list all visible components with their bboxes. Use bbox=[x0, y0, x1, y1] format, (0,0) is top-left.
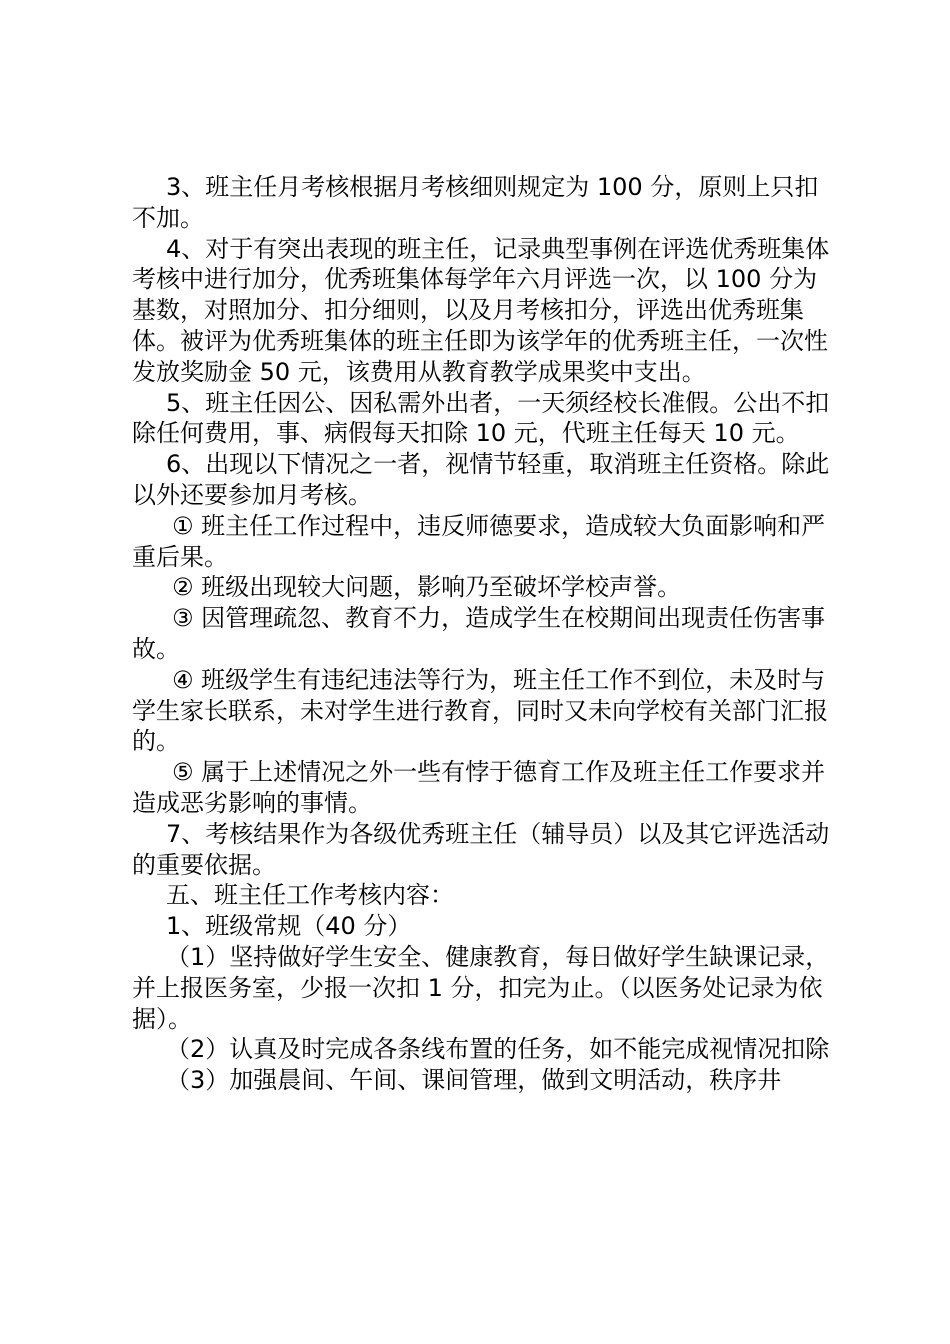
section-heading-5: 五、班主任工作考核内容： bbox=[166, 881, 454, 910]
paragraph-sub-2: （2）认真及时完成各条线布置的任务，如不能完成视情况扣除 bbox=[166, 1035, 830, 1064]
paragraph-rule-5: 5、班主任因公、因私需外出者，一天须经校长准假。公出不扣除任何费用，事、病假每天扣除 10 元，代班主任每天 10 元。 bbox=[132, 388, 830, 448]
paragraph-rule-6: 6、出现以下情况之一者，视情节轻重，取消班主任资格。除此以外还要参加月考核。 bbox=[132, 450, 830, 509]
document-body bbox=[132, 172, 832, 1096]
paragraph-sub-3: （3）加强晨间、午间、课间管理，做到文明活动，秩序井 bbox=[166, 1066, 782, 1095]
paragraph-item-5: ⑤ 属于上述情况之外一些有悖于德育工作及班主任工作要求并造成恶劣影响的事情。 bbox=[132, 758, 826, 817]
subsection-heading-1: 1、班级常规（40 分） bbox=[166, 912, 412, 941]
paragraph-rule-7: 7、考核结果作为各级优秀班主任（辅导员）以及其它评选活动的重要依据。 bbox=[132, 819, 830, 879]
paragraph-sub-1: （1）坚持做好学生安全、健康教育，每日做好学生缺课记录，并上报医务室，少报一次扣 1 分，扣完为止。（以医务处记录为依据）。 bbox=[132, 942, 830, 1033]
paragraph-item-2: ② 班级出现较大问题，影响乃至破坏学校声誉。 bbox=[172, 573, 682, 602]
paragraph-rule-4: 4、对于有突出表现的班主任，记录典型事例在评选优秀班集体考核中进行加分，优秀班集体每学年六月评选一次，以 100 分为基数，对照加分、扣分细则，以及月考核扣分，评选出优秀班集体。被评为优秀班集体的班主任即为该学年的优秀班主任，一次性发放奖励金 50 元，该费用从教育教学成果奖中支出。 bbox=[132, 234, 830, 386]
paragraph-item-4: ④ 班级学生有违纪违法等行为，班主任工作不到位，未及时与学生家长联系，未对学生进行教育，同时又未向学校有关部门汇报的。 bbox=[132, 665, 828, 756]
paragraph-item-3: ③ 因管理疏忽、教育不力，造成学生在校期间出现责任伤害事故。 bbox=[132, 604, 826, 663]
paragraph-rule-3: 3、班主任月考核根据月考核细则规定为 100 分，原则上只扣不加。 bbox=[132, 173, 819, 232]
paragraph-item-1: ① 班主任工作过程中，违反师德要求，造成较大负面影响和严重后果。 bbox=[132, 511, 826, 571]
